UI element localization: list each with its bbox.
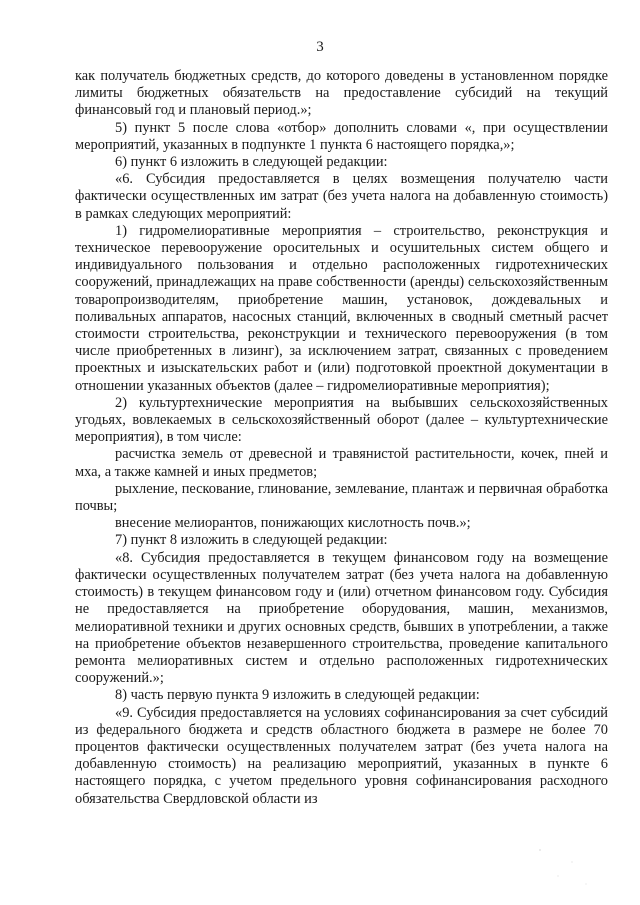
paragraph: «6. Субсидия предоставляется в целях возмещения получателю части фактически осуществленных им затрат (без учета налога на добавленную стоимость) в рамках следующих мероприятий:	[75, 171, 608, 222]
paragraph: 5) пункт 5 после слова «отбор» дополнить словами «, при осуществлении мероприятий, указанных в подпункте 1 пункта 6 настоящего порядка,»;	[75, 119, 608, 153]
scan-artifact	[520, 840, 600, 890]
paragraph: 7) пункт 8 изложить в следующей редакции:	[115, 532, 388, 549]
paragraph: 8) часть первую пункта 9 изложить в следующей редакции:	[115, 687, 480, 704]
paragraph: расчистка земель от древесной и травянистой растительности, кочек, пней и мха, а также камней и иных предметов;	[75, 446, 608, 480]
paragraph: 2) культуртехнические мероприятия на выбывших сельскохозяйственных угодьях, вовлекаемых в сельскохозяйственный оборот (далее – культуртехнические мероприятия), в том числе:	[75, 394, 608, 446]
paragraph: внесение мелиорантов, понижающих кислотность почв.»;	[115, 515, 471, 532]
paragraph: рыхление, пескование, глинование, землевание, плантаж и первичная обработка почвы;	[75, 480, 608, 515]
paragraph: как получатель бюджетных средств, до которого доведены в установленном порядке лимиты бюджетных обязательств на предоставление субсидий на текущий финансовый год и плановый период.»;	[75, 68, 608, 119]
paragraph: 6) пункт 6 изложить в следующей редакции:	[115, 154, 388, 171]
paragraph: «9. Субсидия предоставляется на условиях софинансирования за счет субсидий из федерального бюджета и средств областного бюджета в размере не более 70 процентов фактически осуществленных получателем затрат (без учета налога на добавленную стоимость) на реализацию мероприятий, указанных в пункте 6 настоящего порядка, с учетом предельного уровня софинансирования расходного обязательства Свердловской области из	[75, 704, 608, 807]
page-number: 3	[316, 39, 324, 55]
paragraph: 1) гидромелиоративные мероприятия – строительство, реконструкция и техническое перевооружение оросительных и осушительных систем общего и индивидуального пользования и отдельно расположенных гидротехнических сооружений, принадлежащих на праве собственности (аренды) сельскохозяйственным товаропроизводителям, приобретение машин, установок, дождевальных и поливальных аппаратов, насосных станций, включенных в сводный сметный расчет стоимости строительства, реконструкции и технического перевооружения (в том числе приобретенных в лизинг), за исключением затрат, связанных с проведением проектных и изыскательских работ и (или) подготовкой проектной документации в отношении указанных объектов (далее – гидромелиоративные мероприятия);	[75, 222, 608, 394]
paragraph: «8. Субсидия предоставляется в текущем финансовом году на возмещение фактически осуществленных получателем затрат (без учета налога на добавленную стоимость) в текущем финансовом году и (или) отчетном финансовом году. Субсидия не предоставляется на приобретение оборудования, машин, механизмов, мелиоративной техники и других основных средств, бывших в употреблении, а также на приобретение объектов незавершенного строительства, проведение капитального ремонта мелиоративных систем и отдельно расположенных гидротехнических сооружений.»;	[75, 549, 608, 687]
document-body	[75, 68, 608, 808]
